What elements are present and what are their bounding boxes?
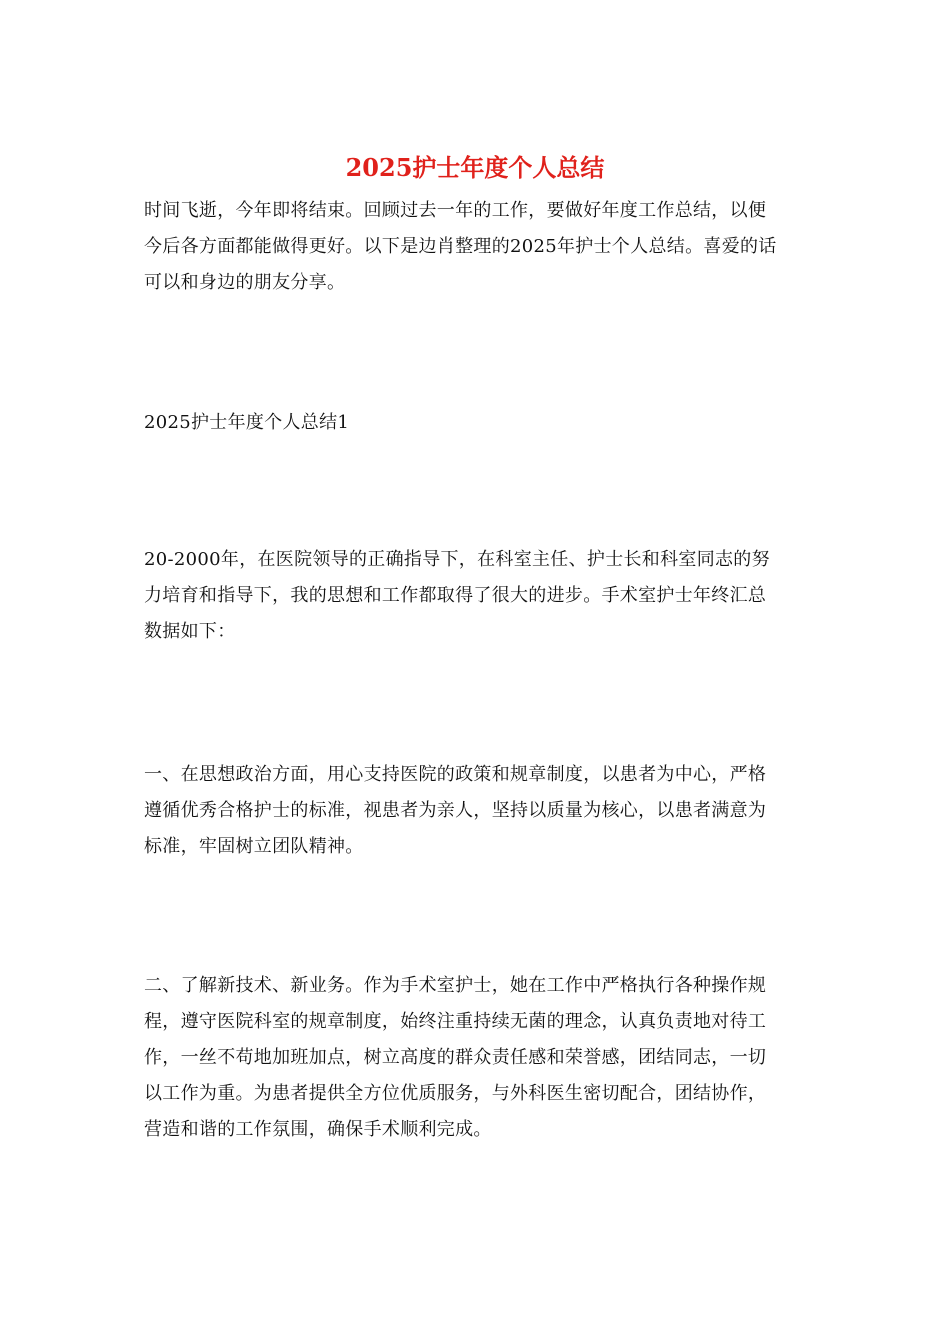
- section-subtitle: 2025护士年度个人总结1: [144, 412, 350, 433]
- intro-paragraph: 时间飞逝，今年即将结束。回顾过去一年的工作，要做好年度工作总结，以便 今后各方面都能做得更好。以下是边肖整理的2025年护士个人总结。喜爱的话 可以和身边的朋友分享。: [144, 200, 777, 293]
- body-paragraph-1: 20-2000年，在医院领导的正确指导下，在科室主任、护士长和科室同志的努 力培育和指导下，我的思想和工作都取得了很大的进步。手术室护士年终汇总 数据如下：: [144, 549, 770, 642]
- body-paragraph-2: 一、在思想政治方面，用心支持医院的政策和规章制度，以患者为中心，严格 遵循优秀合格护士的标准，视患者为亲人，坚持以质量为核心，以患者满意为 标准，牢固树立团队精神。: [144, 764, 767, 857]
- body-paragraph-3: 二、了解新技术、新业务。作为手术室护士，她在工作中严格执行各种操作规 程，遵守医院科室的规章制度，始终注重持续无菌的理念，认真负责地对待工 作，一丝不苟地加班加点，树立高度的群众责任感和荣誉感，团结同志，一切 以工作为重。为患者提供全方位优质服务，与外科医生密切配合，团结协作， 营造和谐的工作氛围，确保手术顺利完成。: [144, 975, 767, 1140]
- document-title: 2025护士年度个人总结: [345, 153, 605, 182]
